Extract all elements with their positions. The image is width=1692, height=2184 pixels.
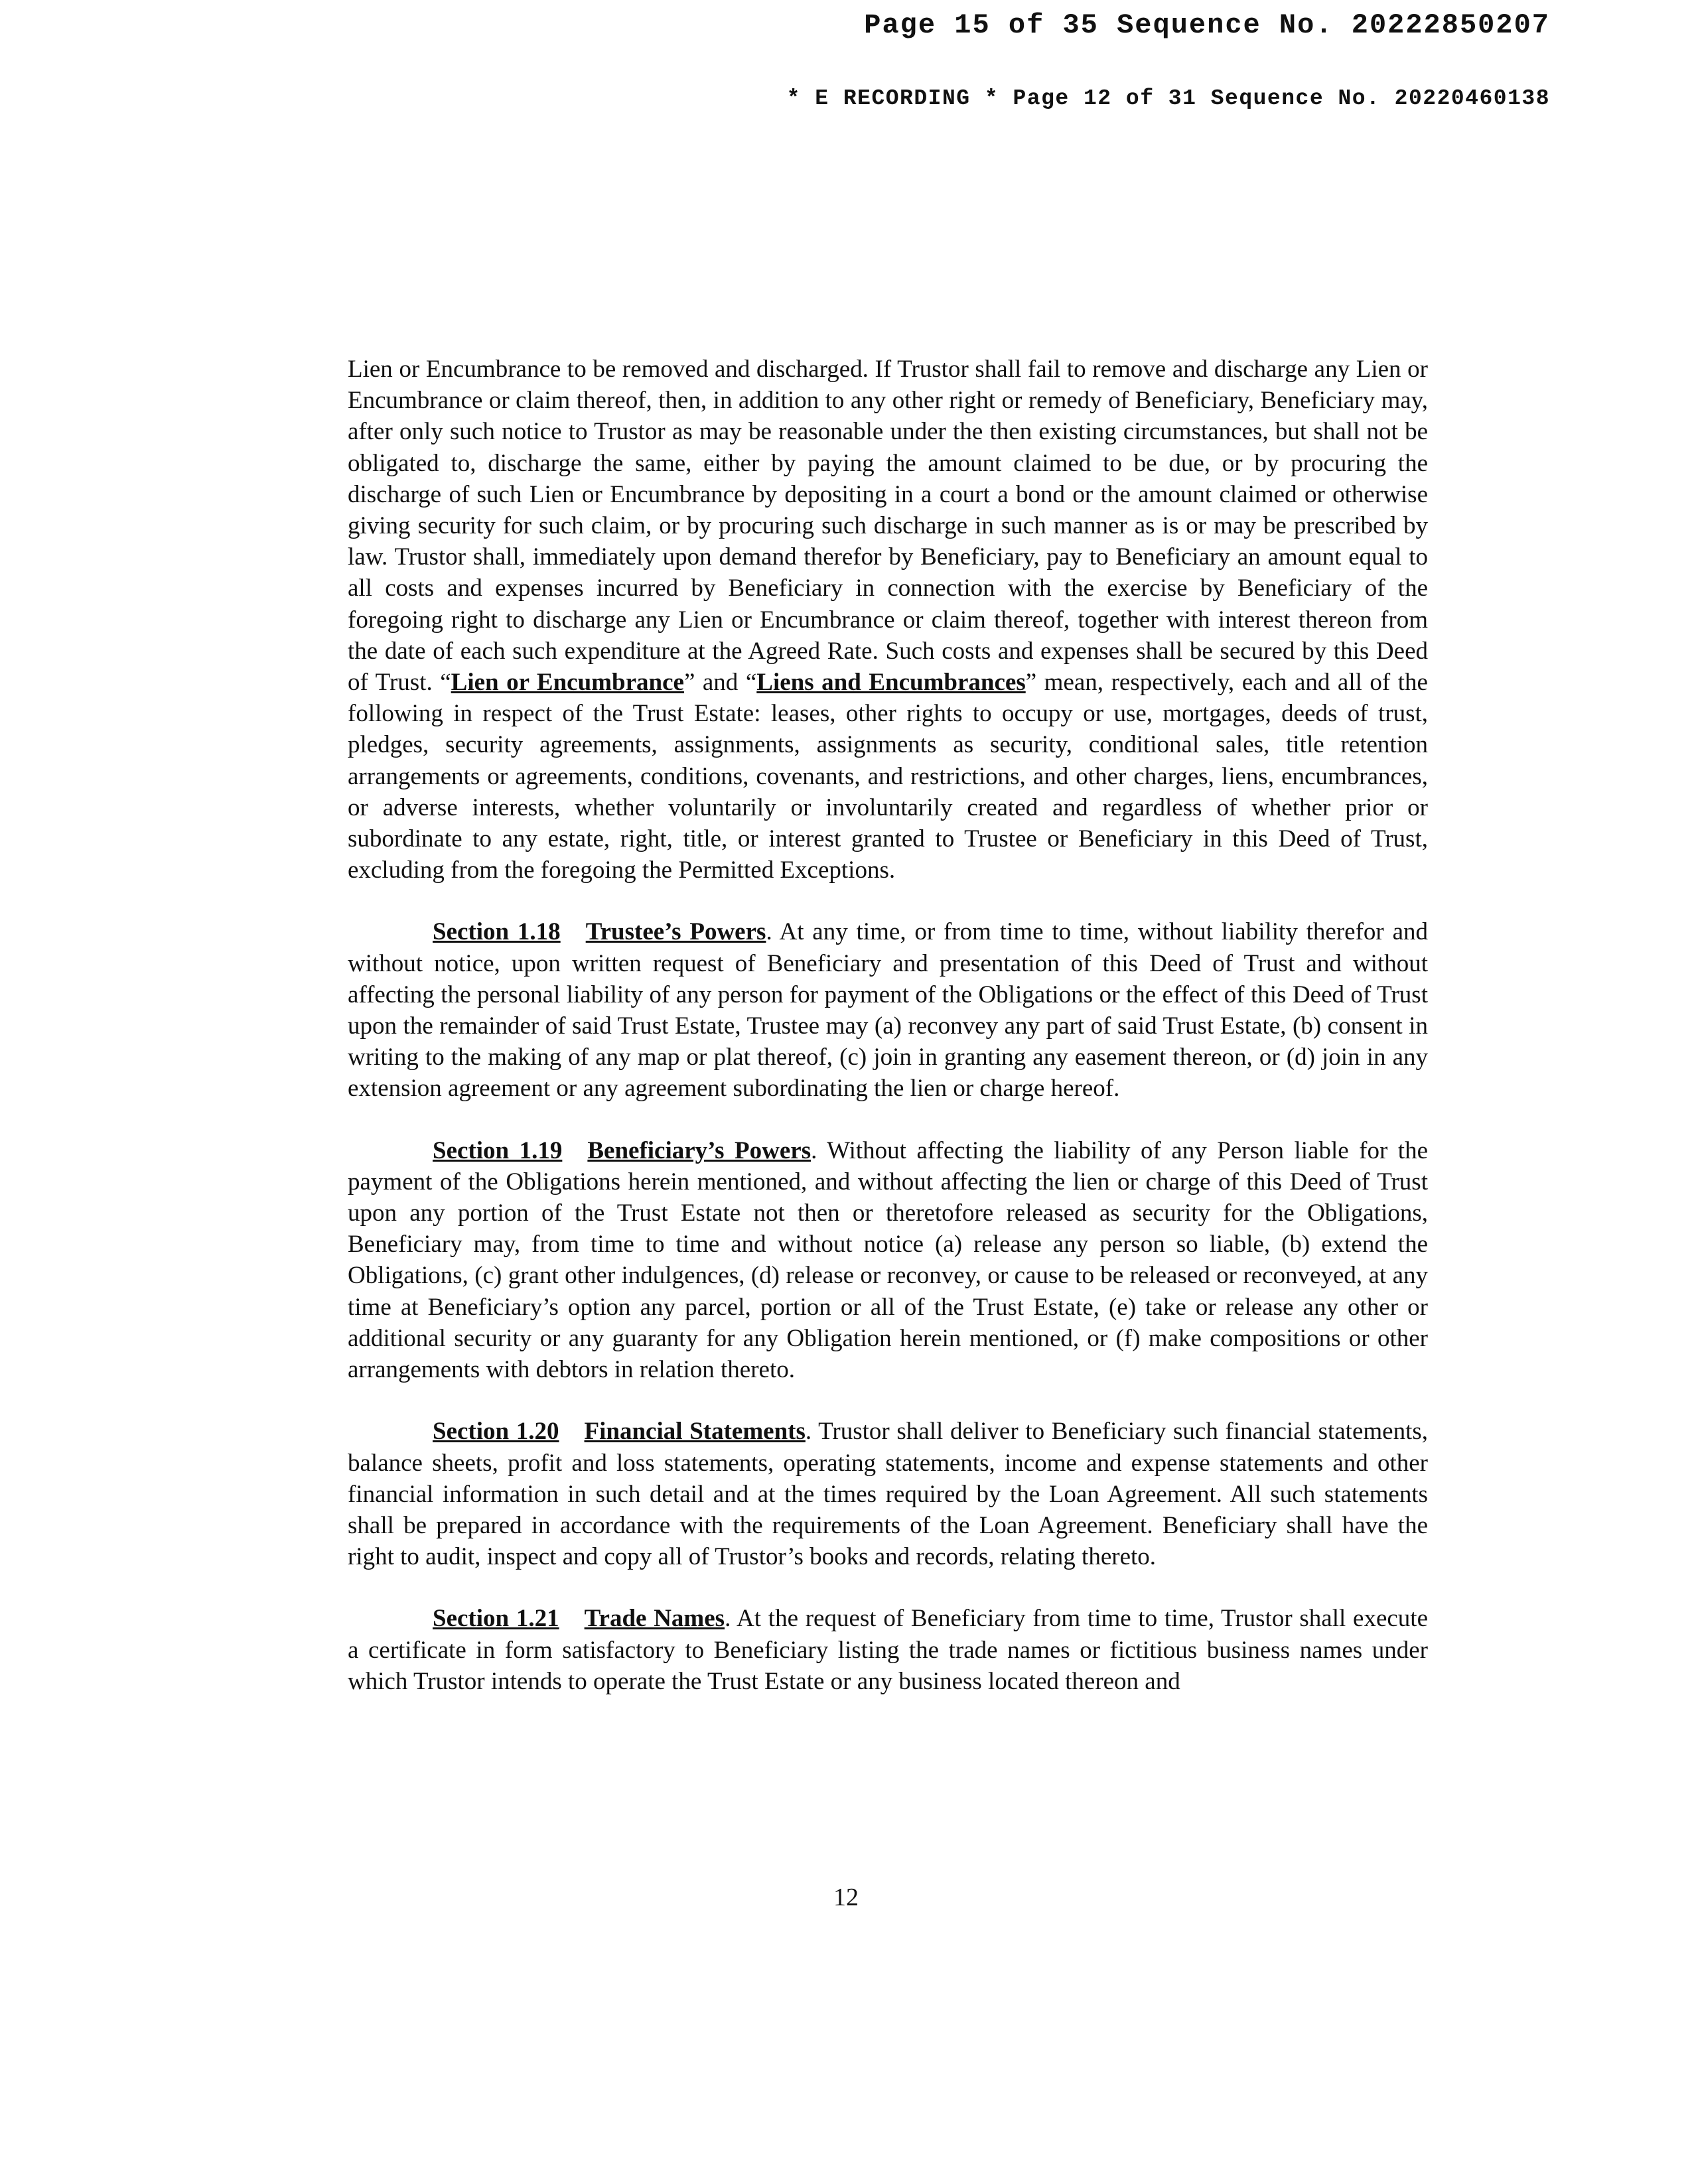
recording-stamp-secondary: * E RECORDING * Page 12 of 31 Sequence No. 20220460138: [786, 86, 1550, 111]
section-text: . At any time, or from time to time, without liability therefor and without notice, upon written request of Beneficiary and presentation of this Deed of Trust and without affecting the personal liability of any person for payment of the Obligations or the effect of this Deed of Trust upon the remainder of said Trust Estate, Trustee may (a) reconvey any part of said Trust Estate, (b) consent in writing to the making of any map or plat thereof, (c) join in granting any easement thereon, or (d) join in any extension agreement or any agreement subordinating the lien or charge hereof.: [348, 918, 1428, 1103]
section-1-20-paragraph: [348, 1416, 1428, 1572]
section-1-21-paragraph: [348, 1603, 1428, 1697]
defined-term-lien-or-encumbrance: Lien or Encumbrance: [451, 669, 684, 697]
paragraph-text: ” mean, respectively, each and all of the following in respect of the Trust Estate: leases, other rights to occupy or use, mortgages, deeds of trust, pledges, security agreements, assignments, assignments as security, conditional sales, title retention arrangements or agreements, conditions, covenants, and restrictions, and other charges, liens, encumbrances, or adverse interests, whether voluntarily or involuntarily created and regardless of whether prior or subordinate to any estate, right, title, or interest granted to Trustee or Beneficiary in this Deed of Trust, excluding from the foregoing the Permitted Exceptions.: [348, 669, 1428, 884]
defined-term-liens-and-encumbrances: Liens and Encumbrances: [756, 669, 1026, 697]
paragraph-text: ” and “: [683, 669, 757, 697]
section-title: Trustee’s Powers: [585, 918, 766, 946]
section-number: Section 1.18: [433, 918, 561, 946]
section-text: . Trustor shall deliver to Beneficiary such financial statements, balance sheets, profit and loss statements, operating statements, income and expense statements and other financial information in such detail and at the times required by the Loan Agreement. All such statements shall be prepared in accordance with the requirements of the Loan Agreement. Beneficiary shall have the right to audit, inspect and copy all of Trustor’s books and records, relating thereto.: [348, 1418, 1429, 1571]
continuation-paragraph: [348, 354, 1428, 886]
section-text: . Without affecting the liability of any Person liable for the payment of the Obligations herein mentioned, and without affecting the lien or charge of this Deed of Trust upon any portion of the Trust Estate not then or theretofore released as security for the Obligations, Beneficiary may, from time to time and without notice (a) release any person so liable, (b) extend the Obligations, (c) grant other indulgences, (d) release or reconvey, or cause to be released or reconveyed, at any time at Beneficiary’s option any parcel, portion or all of the Trust Estate, (e) take or release any other or additional security or any guaranty for any Obligation herein mentioned, or (f) make compositions or other arrangements with debtors in relation thereto.: [348, 1136, 1428, 1384]
section-1-18-paragraph: [348, 916, 1428, 1104]
paragraph-text: Lien or Encumbrance to be removed and discharged. If Trustor shall fail to remove and discharge any Lien or Encumbrance or claim thereof, then, in addition to any other right or remedy of Beneficiary, Beneficiary may, after only such notice to Trustor as may be reasonable under the then existing circumstances, but shall not be obligated to, discharge the same, either by paying the amount claimed to be due, or by procuring the discharge of such Lien or Encumbrance by depositing in a court a bond or the amount claimed or otherwise giving security for such claim, or by procuring such discharge in such manner as is or may be prescribed by law. Trustor shall, immediately upon demand therefor by Beneficiary, pay to Beneficiary an amount equal to all costs and expenses incurred by Beneficiary in connection with the exercise by Beneficiary of the foregoing right to discharge any Lien or Encumbrance or claim thereof, together with interest thereon from the date of each such expenditure at the Agreed Rate. Such costs and expenses shall be secured by this Deed of Trust. “: [348, 356, 1428, 697]
recording-stamp-primary: Page 15 of 35 Sequence No. 20222850207: [864, 9, 1550, 41]
section-title: Beneficiary’s Powers: [587, 1136, 811, 1164]
section-number: Section 1.21: [433, 1605, 559, 1633]
section-title: Financial Statements: [584, 1418, 806, 1446]
page-number: 12: [833, 1883, 859, 1911]
section-title: Trade Names: [584, 1605, 725, 1633]
section-1-19-paragraph: [348, 1135, 1428, 1386]
section-number: Section 1.20: [433, 1418, 559, 1446]
document-body: [348, 354, 1428, 1728]
section-number: Section 1.19: [433, 1136, 563, 1164]
section-text: . At the request of Beneficiary from time to time, Trustor shall execute a certificate in form satisfactory to Beneficiary listing the trade names or fictitious business names under which Trustor intends to operate the Trust Estate or any business located thereon and: [348, 1605, 1428, 1695]
